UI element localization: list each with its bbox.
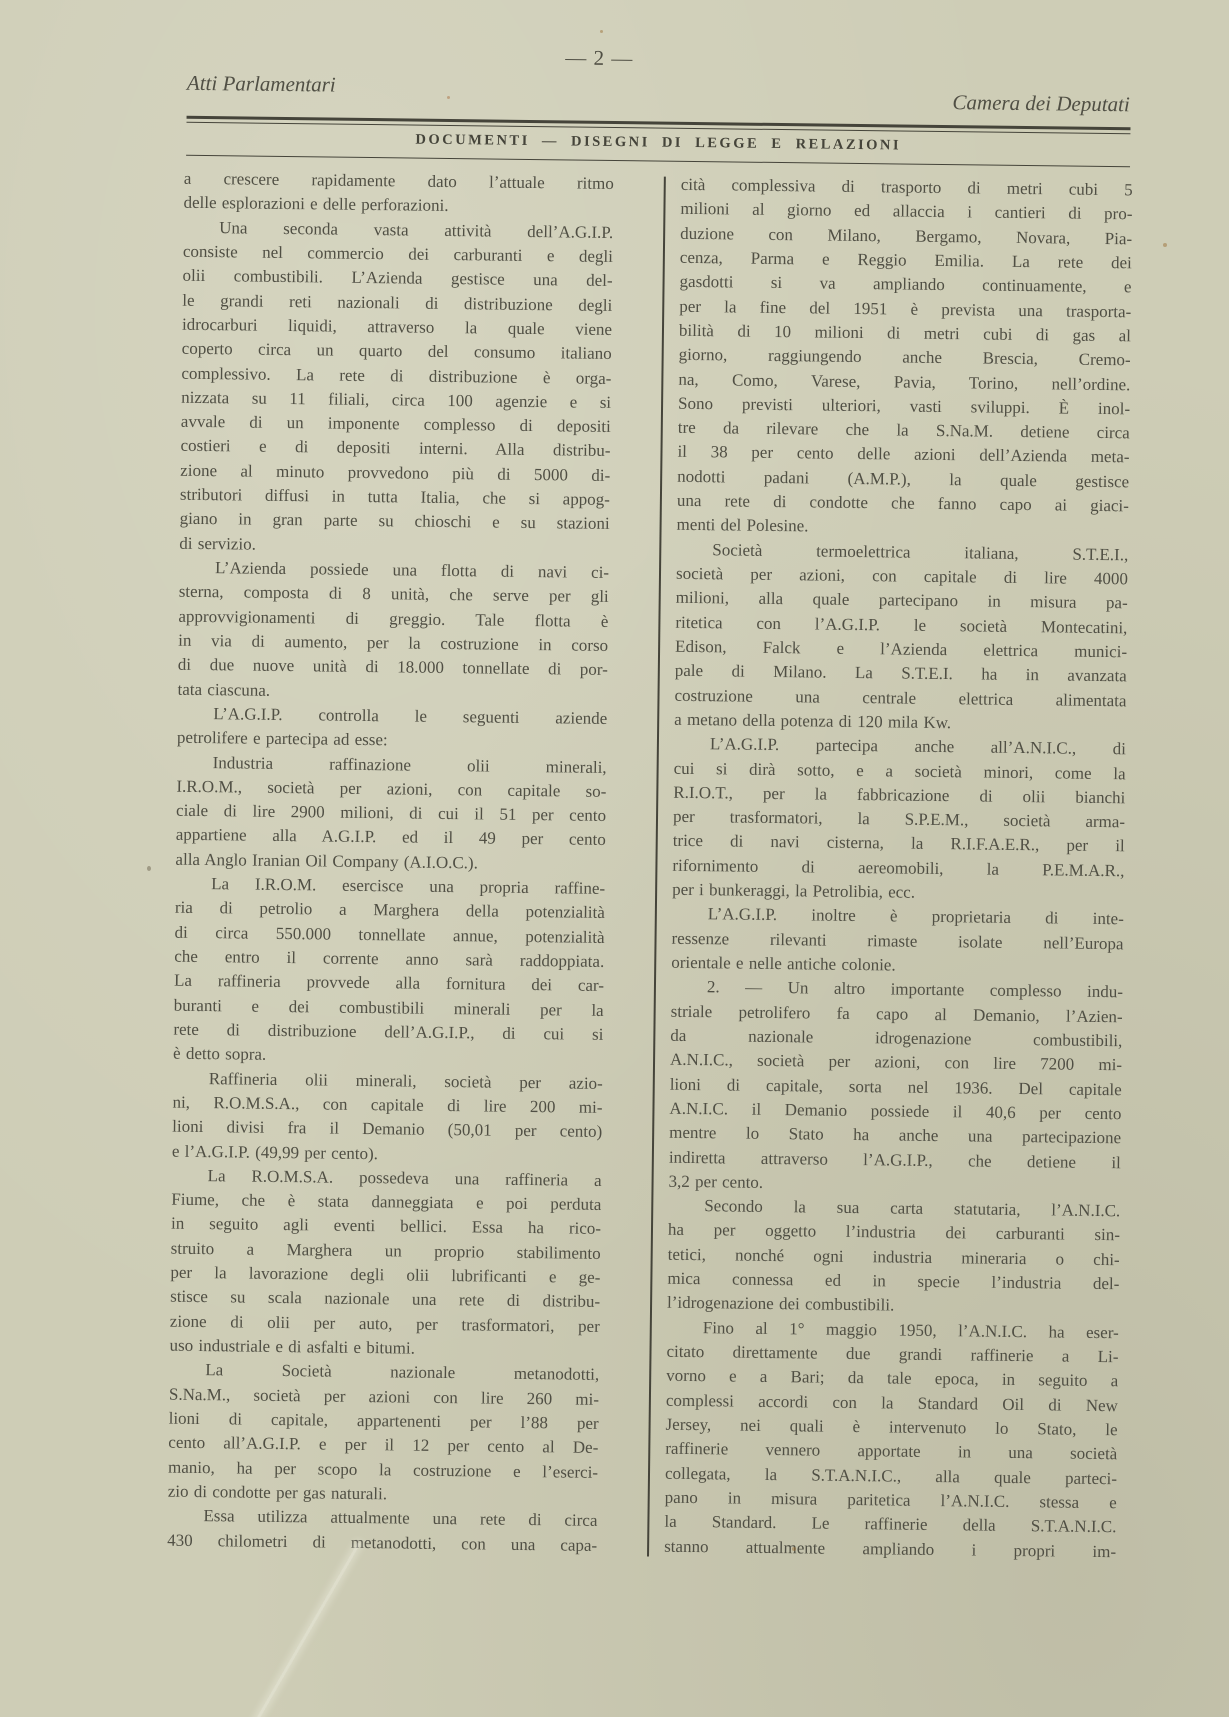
- text-line: A.N.I.C., società per azioni, con lire 7200 mi-: [669, 1050, 1123, 1075]
- running-title-left: Atti Parlamentari: [186, 70, 336, 97]
- text-line: S.Na.M., società per azioni con lire 260 mi-: [168, 1384, 600, 1409]
- text-line: lioni divisi fra il Demanio (50,01 per cento): [172, 1116, 603, 1142]
- text-line: Sono previsti ulteriori, vasti sviluppi. È inol-: [677, 393, 1131, 419]
- text-line: pano in misura paritetica l’A.N.I.C. stessa e: [664, 1487, 1117, 1513]
- text-line: La R.O.M.S.A. possedeva una raffineria a: [207, 1165, 602, 1190]
- text-line: zione di olii per auto, per trasformatori, per: [169, 1311, 600, 1336]
- paper-speck: [600, 30, 603, 33]
- text-line: trice di navi cisterna, la R.I.F.A.E.R., per il: [672, 831, 1125, 856]
- text-line: tetici, nonché ogni industria mineraria o chi-: [667, 1244, 1120, 1270]
- text-line: da nazionale idrogenazione combustibili,: [670, 1025, 1123, 1051]
- text-line: complessivo. La rete di distribuzione è orga-: [181, 363, 612, 388]
- text-line: L’A.G.I.P. controlla le seguenti aziende: [213, 704, 608, 728]
- text-line: 430 chilometri di metanodotti, con una capa-: [167, 1530, 598, 1555]
- text-line: Jersey, nei quali è intervenuto lo Stato, le: [665, 1414, 1118, 1440]
- text-line: per i bunkeraggi, la Petrolibia, ecc.: [672, 879, 916, 902]
- text-line: le grandi reti nazionali di distribuzione degli: [182, 290, 613, 315]
- text-line: a crescere rapidamente dato l’attuale ritmo: [183, 168, 614, 193]
- text-line: coperto circa un quarto del consumo italiano: [181, 338, 612, 364]
- text-line: La Società nazionale metanodotti,: [205, 1360, 600, 1385]
- text-line: petrolifere e partecipa ad esse:: [176, 727, 388, 750]
- text-line: di due nuove unità di 18.000 tonnellate di por-: [177, 654, 608, 680]
- paper-speck: [447, 96, 450, 99]
- paper-speck: [147, 866, 151, 871]
- text-line: Industria raffinazione olii minerali,: [212, 752, 607, 777]
- text-line: la Standard. Le raffinerie della S.T.A.N.I.C.: [664, 1511, 1117, 1537]
- text-line: costruzione una centrale elettrica alimentata: [674, 685, 1127, 710]
- text-line: La I.R.O.M. esercisce una propria raffine-: [211, 874, 606, 899]
- text-line: in via di aumento, per la costruzione in corso: [178, 630, 609, 655]
- text-line: Fiume, che è stata danneggiata e poi perduta: [171, 1189, 602, 1215]
- text-line: R.I.O.T., per la fabbricazione di olii bianchi: [673, 782, 1126, 808]
- text-line: milioni al giorno ed allaccia i cantieri di pro-: [680, 199, 1133, 224]
- text-line: avvale di un imponente complesso di depositi: [180, 411, 611, 437]
- text-line: ni, R.O.M.S.A., con capitale di lire 200 mi-: [172, 1092, 603, 1117]
- text-line: La raffineria provvede alla fornitura dei car-: [173, 970, 605, 996]
- text-line: società per azioni, con capitale di lire 4000: [675, 563, 1129, 589]
- text-line: sterna, composta di 8 unità, che serve per gli: [178, 582, 609, 607]
- text-line: il 38 per cento delle azioni dell’Azienda meta-: [677, 442, 1130, 467]
- text-line: orientale e nelle antiche colonie.: [671, 952, 896, 975]
- text-line: cità complessiva di trasporto di metri cubi 5: [680, 174, 1133, 200]
- text-line: che entro il corrente anno sarà raddoppiata.: [174, 946, 605, 971]
- text-line: idrocarburi liquidi, attraverso la quale viene: [181, 314, 613, 339]
- text-line: Una seconda vasta attività dell’A.G.I.P.: [219, 217, 614, 242]
- text-line: L’A.G.I.P. inoltre è proprietaria di inte-: [707, 904, 1124, 929]
- text-line: consiste nel commercio dei carburanti e degli: [182, 241, 614, 266]
- text-line: rifornimento di aereomobili, la P.E.M.A.R.,: [672, 855, 1125, 881]
- text-line: di circa 550.000 tonnellate annue, potenzialità: [174, 922, 605, 947]
- text-line: bilità di 10 milioni di metri cubi di gas al: [678, 320, 1132, 346]
- text-line: nizzata su 11 filiali, circa 100 agenzie e si: [181, 387, 612, 412]
- text-line: a metano della potenza di 120 mila Kw.: [674, 709, 952, 733]
- text-line: na, Como, Varese, Pavia, Torino, nell’ordine.: [678, 369, 1131, 394]
- text-line: I.R.O.M., società per azioni, con capitale so-: [176, 776, 607, 801]
- right-column: [664, 173, 1133, 1564]
- text-line: Fino al 1° maggio 1950, l’A.N.I.C. ha eser-: [702, 1317, 1119, 1342]
- text-line: tre da rilevare che la S.Na.M. detiene circa: [677, 417, 1130, 443]
- text-line: per la fine del 1951 è prevista una trasporta-: [679, 296, 1132, 321]
- text-line: zione al minuto provvedono più di 5000 di-: [180, 460, 611, 485]
- text-line: citato direttamente due grandi raffinerie a Li-: [666, 1341, 1119, 1367]
- text-line: manio, ha per scopo la costruzione e l’eserci-: [167, 1457, 599, 1482]
- text-line: olii combustibili. L’Azienda gestisce una del-: [182, 265, 613, 291]
- text-line: uso industriale e di asfalti e bitumi.: [169, 1335, 416, 1358]
- text-line: per trasformatori, la S.P.E.M., società arma-: [672, 806, 1126, 832]
- text-line: raffinerie vennero apportate in una società: [665, 1438, 1118, 1464]
- text-line: vorno e a Bari; da tale epoca, in seguito a: [666, 1366, 1119, 1391]
- text-line: cenza, Parma e Reggio Emilia. La rete dei: [679, 247, 1132, 273]
- text-line: A.N.I.C. il Demanio possiede il 40,6 per cento: [669, 1098, 1122, 1124]
- text-line: delle esplorazioni e delle perforazioni.: [183, 193, 449, 216]
- running-title-right: Camera dei Deputati: [952, 90, 1130, 117]
- text-line: L’Azienda possiede una flotta di navi ci-: [214, 558, 610, 582]
- text-line: mentre lo Stato ha anche una partecipazione: [669, 1122, 1122, 1148]
- text-line: rete di distribuzione dell’A.G.I.P., di cui si: [173, 1019, 604, 1044]
- text-line: appartiene alla A.G.I.P. ed il 49 per cento: [175, 825, 606, 850]
- text-line: giano in gran parte su chioschi e su stazioni: [179, 509, 610, 534]
- text-line: lioni di capitale, appartenenti per l’88 per: [168, 1408, 599, 1433]
- text-line: ritetica con l’A.G.I.P. le società Montecatini,: [675, 612, 1128, 637]
- text-line: zio di condotte per gas naturali.: [167, 1481, 388, 1504]
- text-line: è detto sopra.: [172, 1043, 267, 1065]
- section-caption: DOCUMENTI — DISEGNI DI LEGGE E RELAZIONI: [415, 131, 902, 154]
- text-line: l’idrogenazione dei combustibili.: [666, 1293, 895, 1315]
- text-line: ha per oggetto l’industria dei carburanti sin-: [667, 1220, 1121, 1245]
- text-line: L’A.G.I.P. partecipa anche all’A.N.I.C., di: [709, 734, 1127, 759]
- text-line: struito a Marghera un proprio stabilimento: [170, 1238, 601, 1263]
- text-line: in seguito agli eventi bellici. Essa ha rico-: [170, 1214, 602, 1239]
- text-line: striale petrolifero fa capo al Demanio, l’Azien-: [670, 1001, 1123, 1026]
- text-line: ressenze rilevanti rimaste isolate nell’Europa: [671, 928, 1124, 953]
- text-line: nodotti padani (A.M.P.), la quale gestisce: [677, 466, 1130, 492]
- text-line: stributori diffusi in tutta Italia, che si appog-: [179, 484, 611, 510]
- text-line: pale di Milano. La S.T.E.I. ha in avanzata: [674, 661, 1127, 686]
- text-line: milioni, alla quale partecipano in misura pa-: [675, 588, 1128, 613]
- text-line: duzione con Milano, Bergamo, Novara, Pia-: [680, 223, 1133, 248]
- column-divider: [647, 177, 665, 1557]
- text-line: lioni di capitale, sorta nel 1936. Del capitale: [669, 1074, 1122, 1099]
- text-line: e l’A.G.I.P. (49,99 per cento).: [171, 1141, 379, 1163]
- text-line: per la lavorazione degli olii lubrificanti e ge-: [170, 1262, 601, 1287]
- text-line: Essa utilizza attualmente una rete di circa: [203, 1506, 598, 1531]
- text-line: Società termoelettrica italiana, S.T.E.I.,: [712, 539, 1129, 564]
- text-line: ciale di lire 2900 milioni, di cui il 51 per cento: [175, 800, 607, 826]
- text-line: mica connessa ed in specie l’industria del-: [667, 1268, 1120, 1294]
- header-thin-rule: [186, 155, 1130, 168]
- text-line: cui si dirà sotto, e a società minori, come la: [673, 758, 1126, 783]
- text-line: ria di petrolio a Marghera della potenzialità: [174, 898, 605, 923]
- text-line: collegata, la S.T.A.N.I.C., alla quale parteci-: [664, 1463, 1118, 1488]
- text-line: approvvigionamenti di greggio. Tale flotta è: [178, 606, 609, 631]
- text-line: una rete di condotte che fanno capo ai giaci-: [676, 490, 1129, 516]
- text-line: alla Anglo Iranian Oil Company (A.I.O.C.).: [175, 849, 479, 873]
- text-line: giorno, raggiungendo anche Brescia, Cremo-: [678, 344, 1131, 370]
- text-line: 3,2 per cento.: [668, 1171, 764, 1192]
- text-line: complessi accordi con la Standard Oil di New: [665, 1390, 1119, 1415]
- text-line: indiretta attraverso l’A.G.I.P., che detiene il: [668, 1147, 1121, 1172]
- text-line: Secondo la sua carta statutaria, l’A.N.I.C.: [704, 1196, 1121, 1221]
- text-line: stisce su scala nazionale una rete di distribu-: [170, 1287, 601, 1312]
- text-line: Edison, Falck e l’Azienda elettrica munici-: [675, 636, 1128, 662]
- text-line: cento all’A.G.I.P. e per il 12 per cento al De-: [168, 1432, 599, 1458]
- page-number: — 2 —: [565, 45, 634, 71]
- text-line: gasdotti si va ampliando continuamente, e: [679, 272, 1132, 297]
- text-line: menti del Polesine.: [676, 515, 809, 536]
- text-line: 2. — Un altro importante complesso indu-: [706, 977, 1124, 1002]
- text-line: buranti e dei combustibili minerali per la: [173, 995, 604, 1020]
- text-line: Raffineria olii minerali, società per azio-: [208, 1068, 603, 1093]
- text-line: stanno attualmente ampliando i propri im-: [664, 1536, 1117, 1561]
- paper-speck: [792, 1547, 796, 1551]
- text-line: tata ciascuna.: [177, 679, 271, 700]
- left-column: [167, 167, 614, 1558]
- text-line: costieri e di depositi interni. Alla distribu-: [180, 436, 611, 461]
- paper-speck: [1163, 243, 1167, 247]
- text-line: di servizio.: [179, 533, 257, 554]
